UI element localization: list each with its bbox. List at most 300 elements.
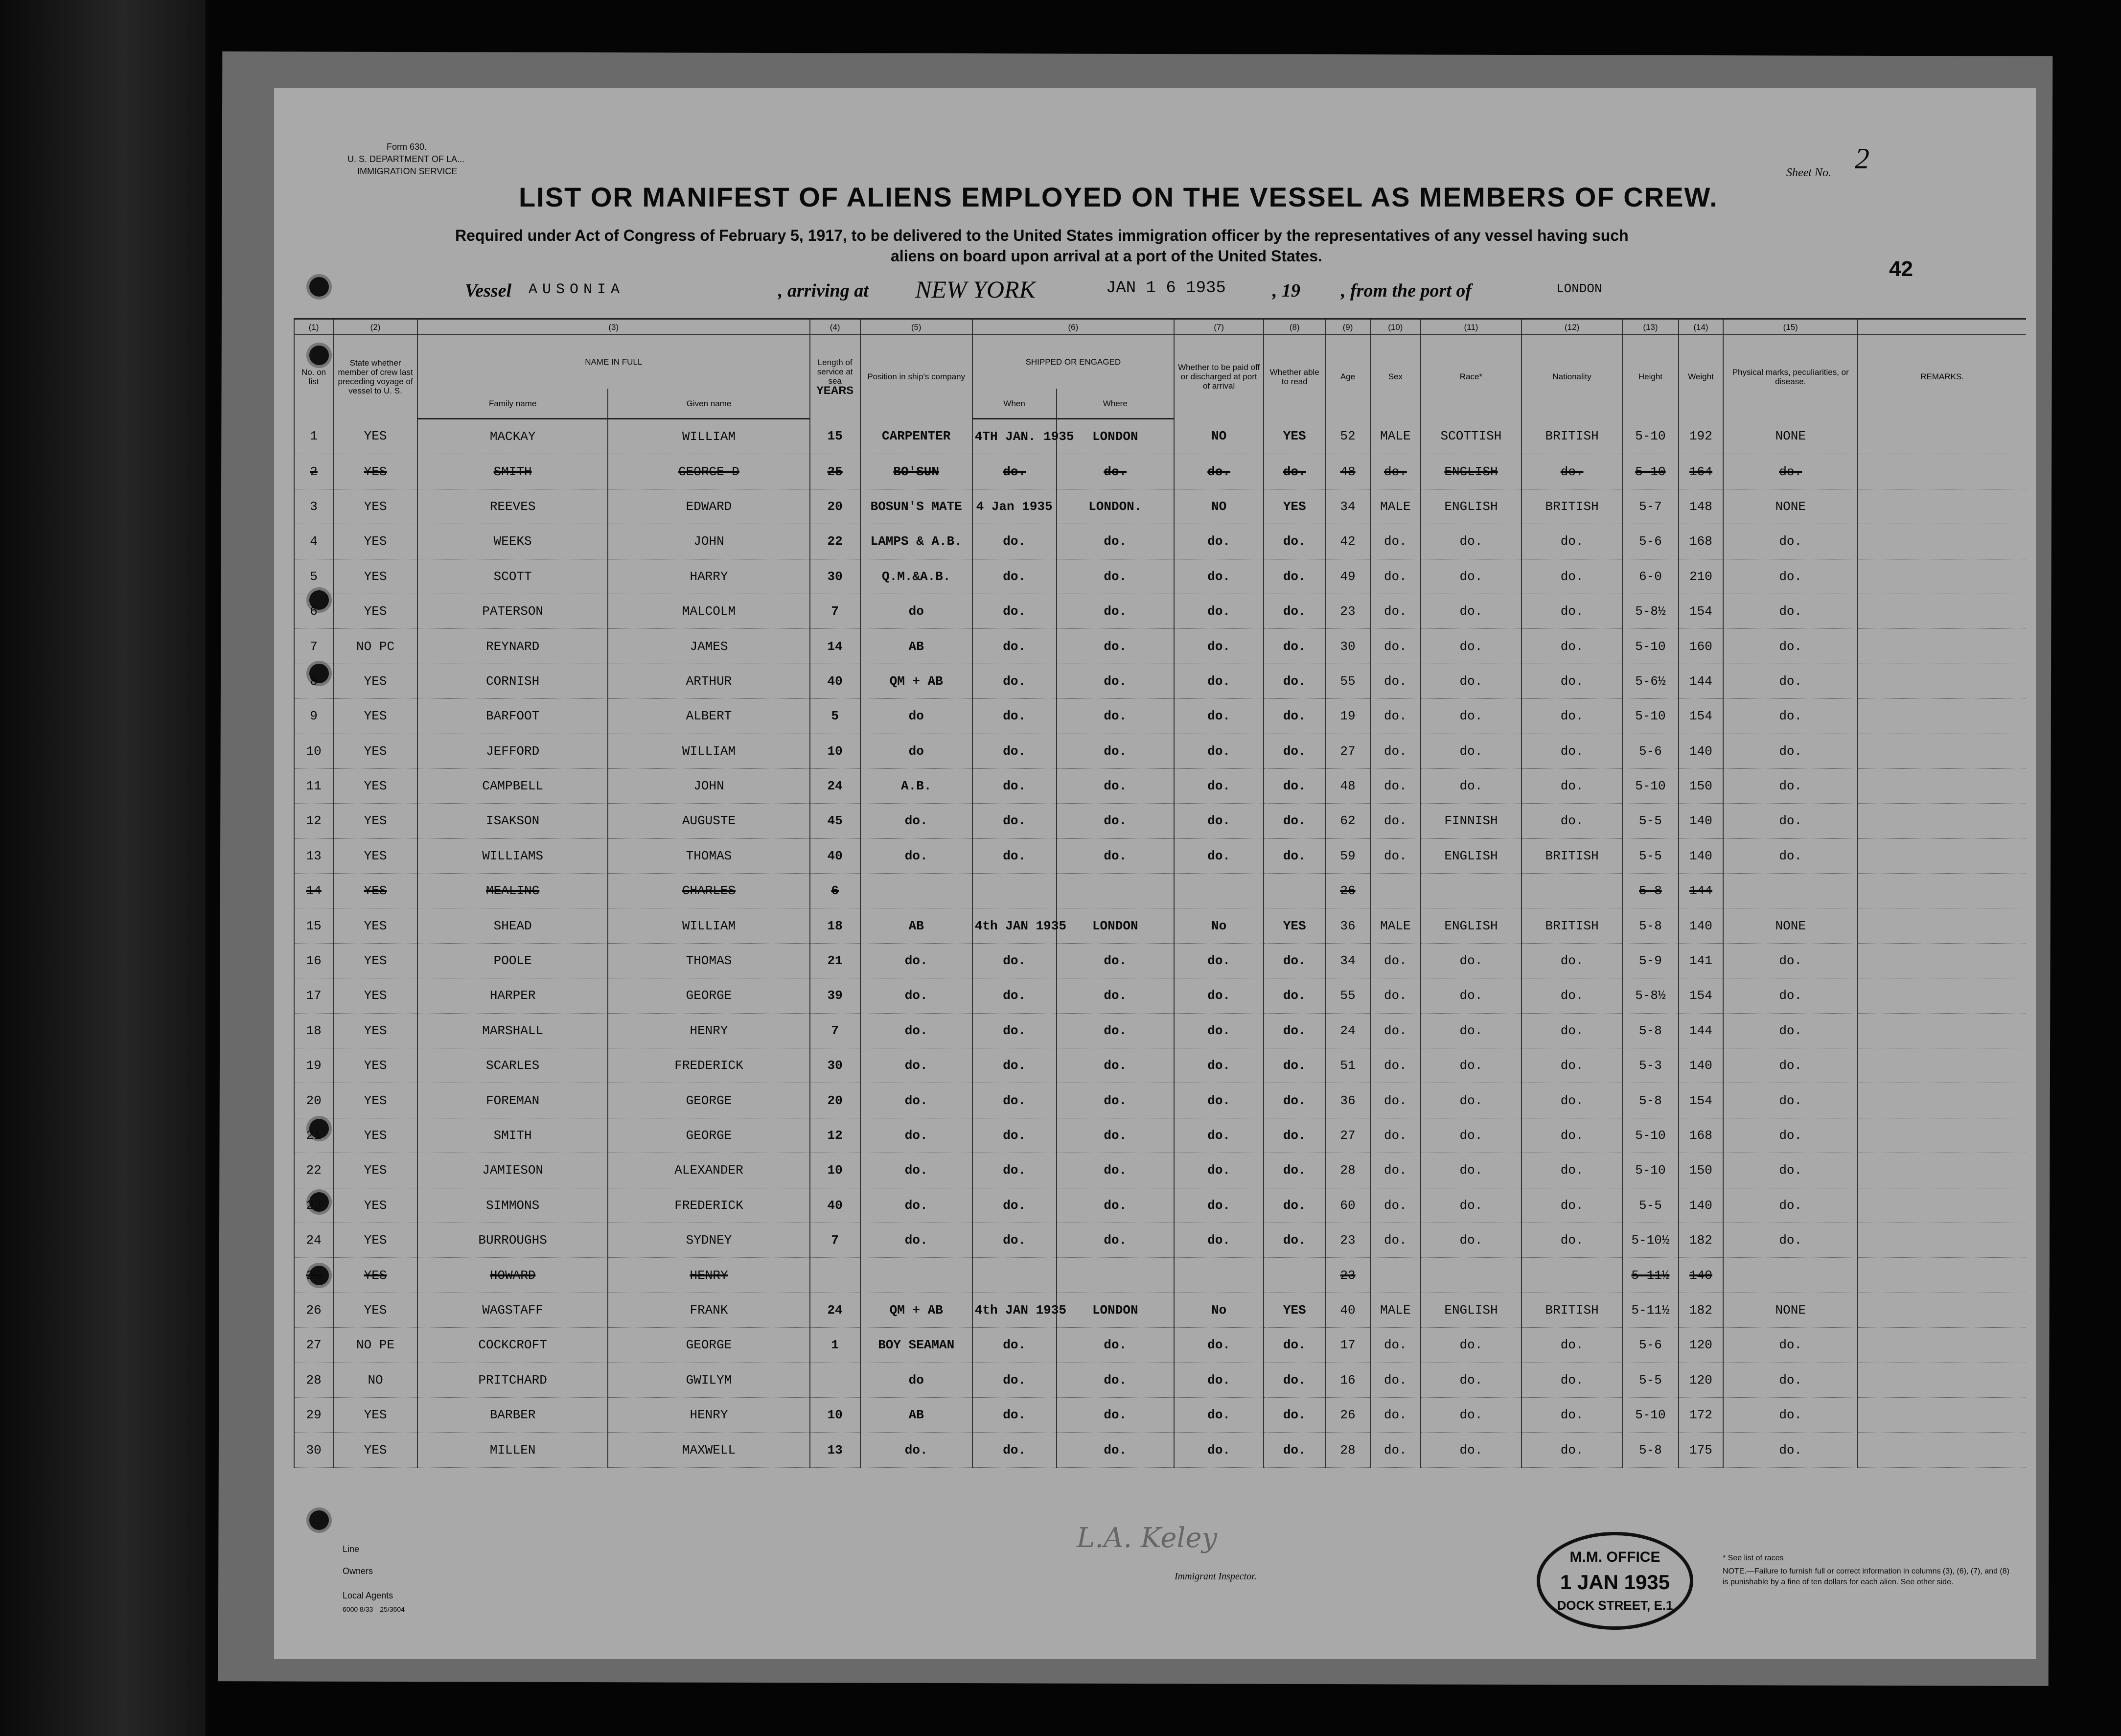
age-cell: 40: [1325, 1293, 1370, 1327]
family-name-cell: SIMMONS: [417, 1188, 608, 1223]
height-cell: 6-0: [1622, 559, 1679, 594]
crew-member-status-cell: YES: [333, 1293, 417, 1327]
years-at-sea-cell: 15: [810, 419, 860, 454]
paid-off-cell: [1174, 874, 1264, 908]
stamp-date: 1 JAN 1935: [1560, 1571, 1670, 1594]
family-name-cell: WAGSTAFF: [417, 1293, 608, 1327]
ship-position-cell: do.: [860, 804, 972, 838]
table-row: [294, 1188, 2026, 1223]
race-cell: ENGLISH: [1421, 838, 1522, 873]
weight-cell: 154: [1679, 699, 1724, 734]
row-number-cell: 30: [294, 1433, 333, 1467]
vessel-label: Vessel: [465, 280, 511, 301]
sheet-label: Sheet No.: [1786, 166, 1831, 179]
sex-cell: MALE: [1370, 489, 1421, 524]
years-at-sea-cell: 10: [810, 1397, 860, 1432]
remarks-cell: [1858, 419, 2026, 454]
shipped-when-cell: [972, 1258, 1057, 1293]
weight-cell: 154: [1679, 594, 1724, 628]
row-number-cell: 24: [294, 1223, 333, 1257]
able-to-read-cell: YES: [1264, 908, 1325, 943]
given-name-cell: EDWARD: [608, 489, 809, 524]
weight-cell: 154: [1679, 1083, 1724, 1118]
penalty-note: NOTE.—Failure to furnish full or correct information in columns (3), (6), (7), and (8) is punishable by a fine of ten dollars for each alien. See other side.: [1723, 1567, 2009, 1586]
table-row: [294, 978, 2026, 1013]
able-to-read-cell: do.: [1264, 664, 1325, 698]
years-at-sea-cell: 40: [810, 838, 860, 873]
no-on-list-header: No. on list: [294, 335, 333, 419]
table-row: [294, 804, 2026, 838]
table-row: [294, 908, 2026, 943]
remarks-cell: [1858, 699, 2026, 734]
family-name-cell: SCOTT: [417, 559, 608, 594]
ship-position-cell: do.: [860, 1083, 972, 1118]
table-row: [294, 1048, 2026, 1083]
remarks-cell: [1858, 1223, 2026, 1257]
age-cell: 24: [1325, 1013, 1370, 1048]
nationality-cell: BRITISH: [1522, 908, 1622, 943]
age-cell: 28: [1325, 1153, 1370, 1188]
family-name-cell: FOREMAN: [417, 1083, 608, 1118]
shipped-where-cell: [1057, 1258, 1175, 1293]
shipped-where-cell: do.: [1057, 838, 1175, 873]
sex-cell: MALE: [1370, 419, 1421, 454]
table-row: [294, 1363, 2026, 1397]
row-number-cell: 3: [294, 489, 333, 524]
ship-position-cell: do.: [860, 838, 972, 873]
able-to-read-cell: YES: [1264, 419, 1325, 454]
nationality-cell: BRITISH: [1522, 838, 1622, 873]
given-name-cell: ALEXANDER: [608, 1153, 809, 1188]
shipped-where-cell: do.: [1057, 1363, 1175, 1397]
sex-cell: do.: [1370, 1118, 1421, 1153]
ship-position-cell: [860, 874, 972, 908]
years-at-sea-cell: 10: [810, 1153, 860, 1188]
ship-position-cell: do: [860, 699, 972, 734]
able-to-read-cell: do.: [1264, 943, 1325, 978]
sex-cell: do.: [1370, 804, 1421, 838]
family-name-cell: MEALING: [417, 874, 608, 908]
physical-marks-cell: do.: [1723, 1433, 1858, 1467]
able-to-read-cell: do.: [1264, 1328, 1325, 1363]
shipped-where-cell: do.: [1057, 804, 1175, 838]
shipped-where-cell: LONDON: [1057, 1293, 1175, 1327]
weight-cell: 182: [1679, 1223, 1724, 1257]
paid-off-cell: do.: [1174, 1118, 1264, 1153]
race-cell: do.: [1421, 1223, 1522, 1257]
shipped-when-cell: do.: [972, 768, 1057, 803]
ship-position-cell: BO'SUN: [860, 454, 972, 489]
years-at-sea-cell: 30: [810, 1048, 860, 1083]
physical-marks-cell: do.: [1723, 1328, 1858, 1363]
weight-header: Weight: [1679, 335, 1724, 419]
family-name-cell: JAMIESON: [417, 1153, 608, 1188]
shipped-when-cell: do.: [972, 1048, 1057, 1083]
nationality-cell: do.: [1522, 1188, 1622, 1223]
age-cell: 30: [1325, 629, 1370, 664]
binder-background: [0, 0, 206, 1736]
remarks-cell: [1858, 1328, 2026, 1363]
ship-position-cell: do.: [860, 1223, 972, 1257]
years-at-sea-cell: 7: [810, 1223, 860, 1257]
family-name-cell: POOLE: [417, 943, 608, 978]
row-number-cell: 6: [294, 594, 333, 628]
able-to-read-cell: do.: [1264, 629, 1325, 664]
height-cell: 5-8: [1622, 908, 1679, 943]
crew-member-status-cell: NO PE: [333, 1328, 417, 1363]
crew-member-status-cell: YES: [333, 874, 417, 908]
paid-off-cell: do.: [1174, 1397, 1264, 1432]
paid-off-cell: do.: [1174, 594, 1264, 628]
age-cell: 26: [1325, 1397, 1370, 1432]
ship-position-cell: do.: [860, 943, 972, 978]
given-name-cell: GEORGE: [608, 1083, 809, 1118]
race-cell: do.: [1421, 978, 1522, 1013]
physical-marks-cell: NONE: [1723, 489, 1858, 524]
row-number-cell: 21: [294, 1118, 333, 1153]
table-row: [294, 1328, 2026, 1363]
given-name-cell: JAMES: [608, 629, 809, 664]
nationality-cell: do.: [1522, 1083, 1622, 1118]
shipped-when-cell: do.: [972, 838, 1057, 873]
shipped-where-cell: do.: [1057, 943, 1175, 978]
years-at-sea-cell: 21: [810, 943, 860, 978]
ship-position-cell: do.: [860, 1048, 972, 1083]
shipped-when-cell: do.: [972, 664, 1057, 698]
remarks-cell: [1858, 768, 2026, 803]
paid-off-cell: do.: [1174, 629, 1264, 664]
table-row: [294, 1258, 2026, 1293]
sex-cell: do.: [1370, 1188, 1421, 1223]
shipped-where-cell: do.: [1057, 1118, 1175, 1153]
age-cell: 34: [1325, 943, 1370, 978]
shipped-where-cell: do.: [1057, 629, 1175, 664]
paid-off-cell: do.: [1174, 559, 1264, 594]
remarks-cell: [1858, 524, 2026, 559]
age-cell: 52: [1325, 419, 1370, 454]
shipped-where-cell: do.: [1057, 978, 1175, 1013]
weight-cell: 150: [1679, 1153, 1724, 1188]
race-cell: ENGLISH: [1421, 1293, 1522, 1327]
family-name-cell: HARPER: [417, 978, 608, 1013]
service-name: IMMIGRATION SERVICE: [357, 166, 458, 176]
paid-off-cell: do.: [1174, 1013, 1264, 1048]
shipped-where-cell: do.: [1057, 1048, 1175, 1083]
shipped-when-cell: do.: [972, 1328, 1057, 1363]
physical-marks-cell: do.: [1723, 978, 1858, 1013]
remarks-cell: [1858, 1118, 2026, 1153]
family-name-cell: SMITH: [417, 454, 608, 489]
weight-cell: 182: [1679, 1293, 1724, 1327]
remarks-cell: [1858, 874, 2026, 908]
weight-cell: 140: [1679, 1048, 1724, 1083]
years-at-sea-cell: 20: [810, 1083, 860, 1118]
crew-member-status-cell: YES: [333, 1258, 417, 1293]
race-cell: do.: [1421, 594, 1522, 628]
race-cell: do.: [1421, 559, 1522, 594]
able-to-read-cell: do.: [1264, 699, 1325, 734]
sex-cell: do.: [1370, 978, 1421, 1013]
ship-position-cell: do: [860, 594, 972, 628]
sex-cell: do.: [1370, 1397, 1421, 1432]
shipped-when-cell: do.: [972, 1153, 1057, 1188]
sex-cell: do.: [1370, 1083, 1421, 1118]
ship-position-cell: do: [860, 734, 972, 768]
race-cell: [1421, 874, 1522, 908]
nationality-cell: do.: [1522, 1118, 1622, 1153]
row-number-cell: 2: [294, 454, 333, 489]
row-number-cell: 14: [294, 874, 333, 908]
age-cell: 16: [1325, 1363, 1370, 1397]
crew-member-status-cell: YES: [333, 1433, 417, 1467]
paid-off-cell: do.: [1174, 524, 1264, 559]
crew-member-status-cell: YES: [333, 908, 417, 943]
crew-member-status-cell: YES: [333, 699, 417, 734]
height-cell: 5-10: [1622, 454, 1679, 489]
shipped-when-cell: do.: [972, 1013, 1057, 1048]
remarks-header: REMARKS.: [1858, 335, 2026, 419]
shipped-where-cell: do.: [1057, 559, 1175, 594]
local-agents-label: Local Agents: [343, 1591, 393, 1600]
height-cell: 5-10½: [1622, 1223, 1679, 1257]
sex-cell: [1370, 1258, 1421, 1293]
remarks-cell: [1858, 804, 2026, 838]
family-name-cell: MACKAY: [417, 419, 608, 454]
sex-cell: do.: [1370, 1223, 1421, 1257]
years-at-sea-cell: 39: [810, 978, 860, 1013]
physical-marks-cell: do.: [1723, 699, 1858, 734]
crew-member-status-cell: NO: [333, 1363, 417, 1397]
table-row: [294, 1293, 2026, 1327]
shipped-where-cell: do.: [1057, 768, 1175, 803]
nationality-cell: do.: [1522, 559, 1622, 594]
given-name-cell: FRANK: [608, 1293, 809, 1327]
weight-cell: 144: [1679, 664, 1724, 698]
stamp-bottom-text: DOCK STREET, E.1: [1557, 1598, 1673, 1613]
family-name-cell: JEFFORD: [417, 734, 608, 768]
nationality-cell: [1522, 1258, 1622, 1293]
physical-marks-cell: do.: [1723, 1397, 1858, 1432]
height-cell: 5-5: [1622, 1188, 1679, 1223]
family-name-cell: PATERSON: [417, 594, 608, 628]
table-row: [294, 943, 2026, 978]
weight-cell: 141: [1679, 943, 1724, 978]
age-cell: 17: [1325, 1328, 1370, 1363]
height-cell: 5-8: [1622, 1433, 1679, 1467]
shipped-when-cell: 4th JAN 1935: [972, 908, 1057, 943]
weight-cell: 168: [1679, 1118, 1724, 1153]
race-cell: do.: [1421, 1328, 1522, 1363]
physical-marks-cell: NONE: [1723, 419, 1858, 454]
given-name-cell: MALCOLM: [608, 594, 809, 628]
race-cell: do.: [1421, 524, 1522, 559]
sex-cell: do.: [1370, 1328, 1421, 1363]
race-cell: ENGLISH: [1421, 908, 1522, 943]
row-number-cell: 9: [294, 699, 333, 734]
height-header: Height: [1622, 335, 1679, 419]
given-name-cell: FREDERICK: [608, 1048, 809, 1083]
row-number-cell: 19: [294, 1048, 333, 1083]
remarks-cell: [1858, 1258, 2026, 1293]
vessel-name: AUSONIA: [529, 281, 625, 298]
table-row: [294, 1223, 2026, 1257]
ship-position-cell: BOSUN'S MATE: [860, 489, 972, 524]
able-to-read-cell: YES: [1264, 1293, 1325, 1327]
physical-marks-cell: do.: [1723, 1048, 1858, 1083]
paid-off-cell: NO: [1174, 489, 1264, 524]
shipped-where-cell: do.: [1057, 1188, 1175, 1223]
remarks-cell: [1858, 1397, 2026, 1432]
sex-cell: MALE: [1370, 908, 1421, 943]
row-number-cell: 11: [294, 768, 333, 803]
height-cell: 5-5: [1622, 1363, 1679, 1397]
physical-marks-cell: NONE: [1723, 908, 1858, 943]
paid-off-cell: do.: [1174, 734, 1264, 768]
crew-member-status-cell: YES: [333, 1188, 417, 1223]
sex-cell: do.: [1370, 454, 1421, 489]
shipped-when-cell: do.: [972, 978, 1057, 1013]
given-name-cell: HENRY: [608, 1258, 809, 1293]
ship-position-cell: do.: [860, 1433, 972, 1467]
remarks-cell: [1858, 594, 2026, 628]
remarks-cell: [1858, 734, 2026, 768]
nationality-cell: do.: [1522, 629, 1622, 664]
remarks-cell: [1858, 489, 2026, 524]
row-number-cell: 29: [294, 1397, 333, 1432]
nationality-cell: do.: [1522, 943, 1622, 978]
position-header: Position in ship's company: [860, 335, 972, 419]
crew-member-status-cell: YES: [333, 559, 417, 594]
weight-cell: 210: [1679, 559, 1724, 594]
inspector-label: Immigrant Inspector.: [1175, 1571, 1257, 1582]
paid-off-cell: do.: [1174, 838, 1264, 873]
paid-off-cell: do.: [1174, 1188, 1264, 1223]
race-cell: ENGLISH: [1421, 454, 1522, 489]
stamp-top-text: M.M. OFFICE: [1569, 1549, 1660, 1565]
height-cell: 5-10: [1622, 629, 1679, 664]
given-name-cell: WILLIAM: [608, 734, 809, 768]
height-cell: 5-6: [1622, 524, 1679, 559]
family-name-cell: ISAKSON: [417, 804, 608, 838]
years-at-sea-cell: 7: [810, 1013, 860, 1048]
height-cell: 5-10: [1622, 1397, 1679, 1432]
crew-member-status-cell: YES: [333, 664, 417, 698]
shipped-when-cell: do.: [972, 1397, 1057, 1432]
sex-cell: do.: [1370, 768, 1421, 803]
when-header: When: [972, 389, 1057, 419]
shipped-when-cell: 4th JAN 1935: [972, 1293, 1057, 1327]
table-row: [294, 559, 2026, 594]
weight-cell: 140: [1679, 734, 1724, 768]
given-name-cell: HENRY: [608, 1397, 809, 1432]
table-row: [294, 1013, 2026, 1048]
crew-member-status-cell: YES: [333, 1083, 417, 1118]
physical-marks-cell: do.: [1723, 838, 1858, 873]
from-port-label: , from the port of: [1341, 280, 1472, 301]
crew-member-status-cell: NO PC: [333, 629, 417, 664]
race-cell: do.: [1421, 1013, 1522, 1048]
weight-cell: 120: [1679, 1363, 1724, 1397]
table-row: [294, 1397, 2026, 1432]
able-to-read-cell: do.: [1264, 1397, 1325, 1432]
shipped-when-cell: do.: [972, 559, 1057, 594]
member-header: State whether member of crew last preceding voyage of vessel to U. S.: [333, 335, 417, 419]
age-cell: 28: [1325, 1433, 1370, 1467]
given-name-cell: HARRY: [608, 559, 809, 594]
nationality-cell: do.: [1522, 1363, 1622, 1397]
physical-marks-cell: do.: [1723, 1118, 1858, 1153]
remarks-cell: [1858, 1363, 2026, 1397]
nationality-cell: do.: [1522, 1048, 1622, 1083]
column-number: (4): [810, 319, 860, 335]
race-cell: do.: [1421, 1083, 1522, 1118]
sex-cell: do.: [1370, 629, 1421, 664]
column-number: (2): [333, 319, 417, 335]
ship-position-cell: do.: [860, 1013, 972, 1048]
column-number: (15): [1723, 319, 1858, 335]
shipped-where-cell: do.: [1057, 1328, 1175, 1363]
row-number-cell: 10: [294, 734, 333, 768]
able-to-read-cell: do.: [1264, 524, 1325, 559]
table-row: [294, 838, 2026, 873]
shipped-where-cell: do.: [1057, 1433, 1175, 1467]
column-number: (12): [1522, 319, 1622, 335]
remarks-cell: [1858, 978, 2026, 1013]
weight-cell: 160: [1679, 629, 1724, 664]
nationality-cell: do.: [1522, 804, 1622, 838]
given-name-cell: ARTHUR: [608, 664, 809, 698]
weight-cell: 144: [1679, 874, 1724, 908]
given-name-cell: WILLIAM: [608, 419, 809, 454]
shipped-when-cell: do.: [972, 629, 1057, 664]
remarks-cell: [1858, 838, 2026, 873]
shipped-where-cell: do.: [1057, 699, 1175, 734]
weight-cell: 172: [1679, 1397, 1724, 1432]
shipped-when-cell: do.: [972, 1363, 1057, 1397]
height-cell: 5-8: [1622, 874, 1679, 908]
crew-member-status-cell: YES: [333, 454, 417, 489]
age-cell: 27: [1325, 1118, 1370, 1153]
height-cell: 5-6: [1622, 734, 1679, 768]
length-service-header: [810, 335, 860, 419]
able-to-read-cell: [1264, 1258, 1325, 1293]
remarks-cell: [1858, 1153, 2026, 1188]
race-cell: do.: [1421, 1048, 1522, 1083]
arrival-date: JAN 1 6 1935: [1106, 279, 1226, 298]
age-cell: 19: [1325, 699, 1370, 734]
table-row: [294, 1153, 2026, 1188]
physical-marks-cell: do.: [1723, 1153, 1858, 1188]
shipped-when-cell: do.: [972, 699, 1057, 734]
shipped-when-cell: 4 Jan 1935: [972, 489, 1057, 524]
nationality-cell: do.: [1522, 1153, 1622, 1188]
nationality-cell: do.: [1522, 734, 1622, 768]
remarks-cell: [1858, 664, 2026, 698]
given-name-cell: THOMAS: [608, 838, 809, 873]
weight-cell: 140: [1679, 908, 1724, 943]
nationality-cell: do.: [1522, 664, 1622, 698]
table-row: [294, 594, 2026, 628]
race-cell: do.: [1421, 1188, 1522, 1223]
shipped-where-cell: [1057, 874, 1175, 908]
height-cell: 5-8: [1622, 1083, 1679, 1118]
shipped-where-cell: do.: [1057, 1013, 1175, 1048]
height-cell: 5-10: [1622, 419, 1679, 454]
weight-cell: 144: [1679, 1013, 1724, 1048]
given-name-cell: JOHN: [608, 524, 809, 559]
given-name-cell: GEORGE: [608, 1118, 809, 1153]
shipped-header: SHIPPED OR ENGAGED: [972, 335, 1174, 389]
